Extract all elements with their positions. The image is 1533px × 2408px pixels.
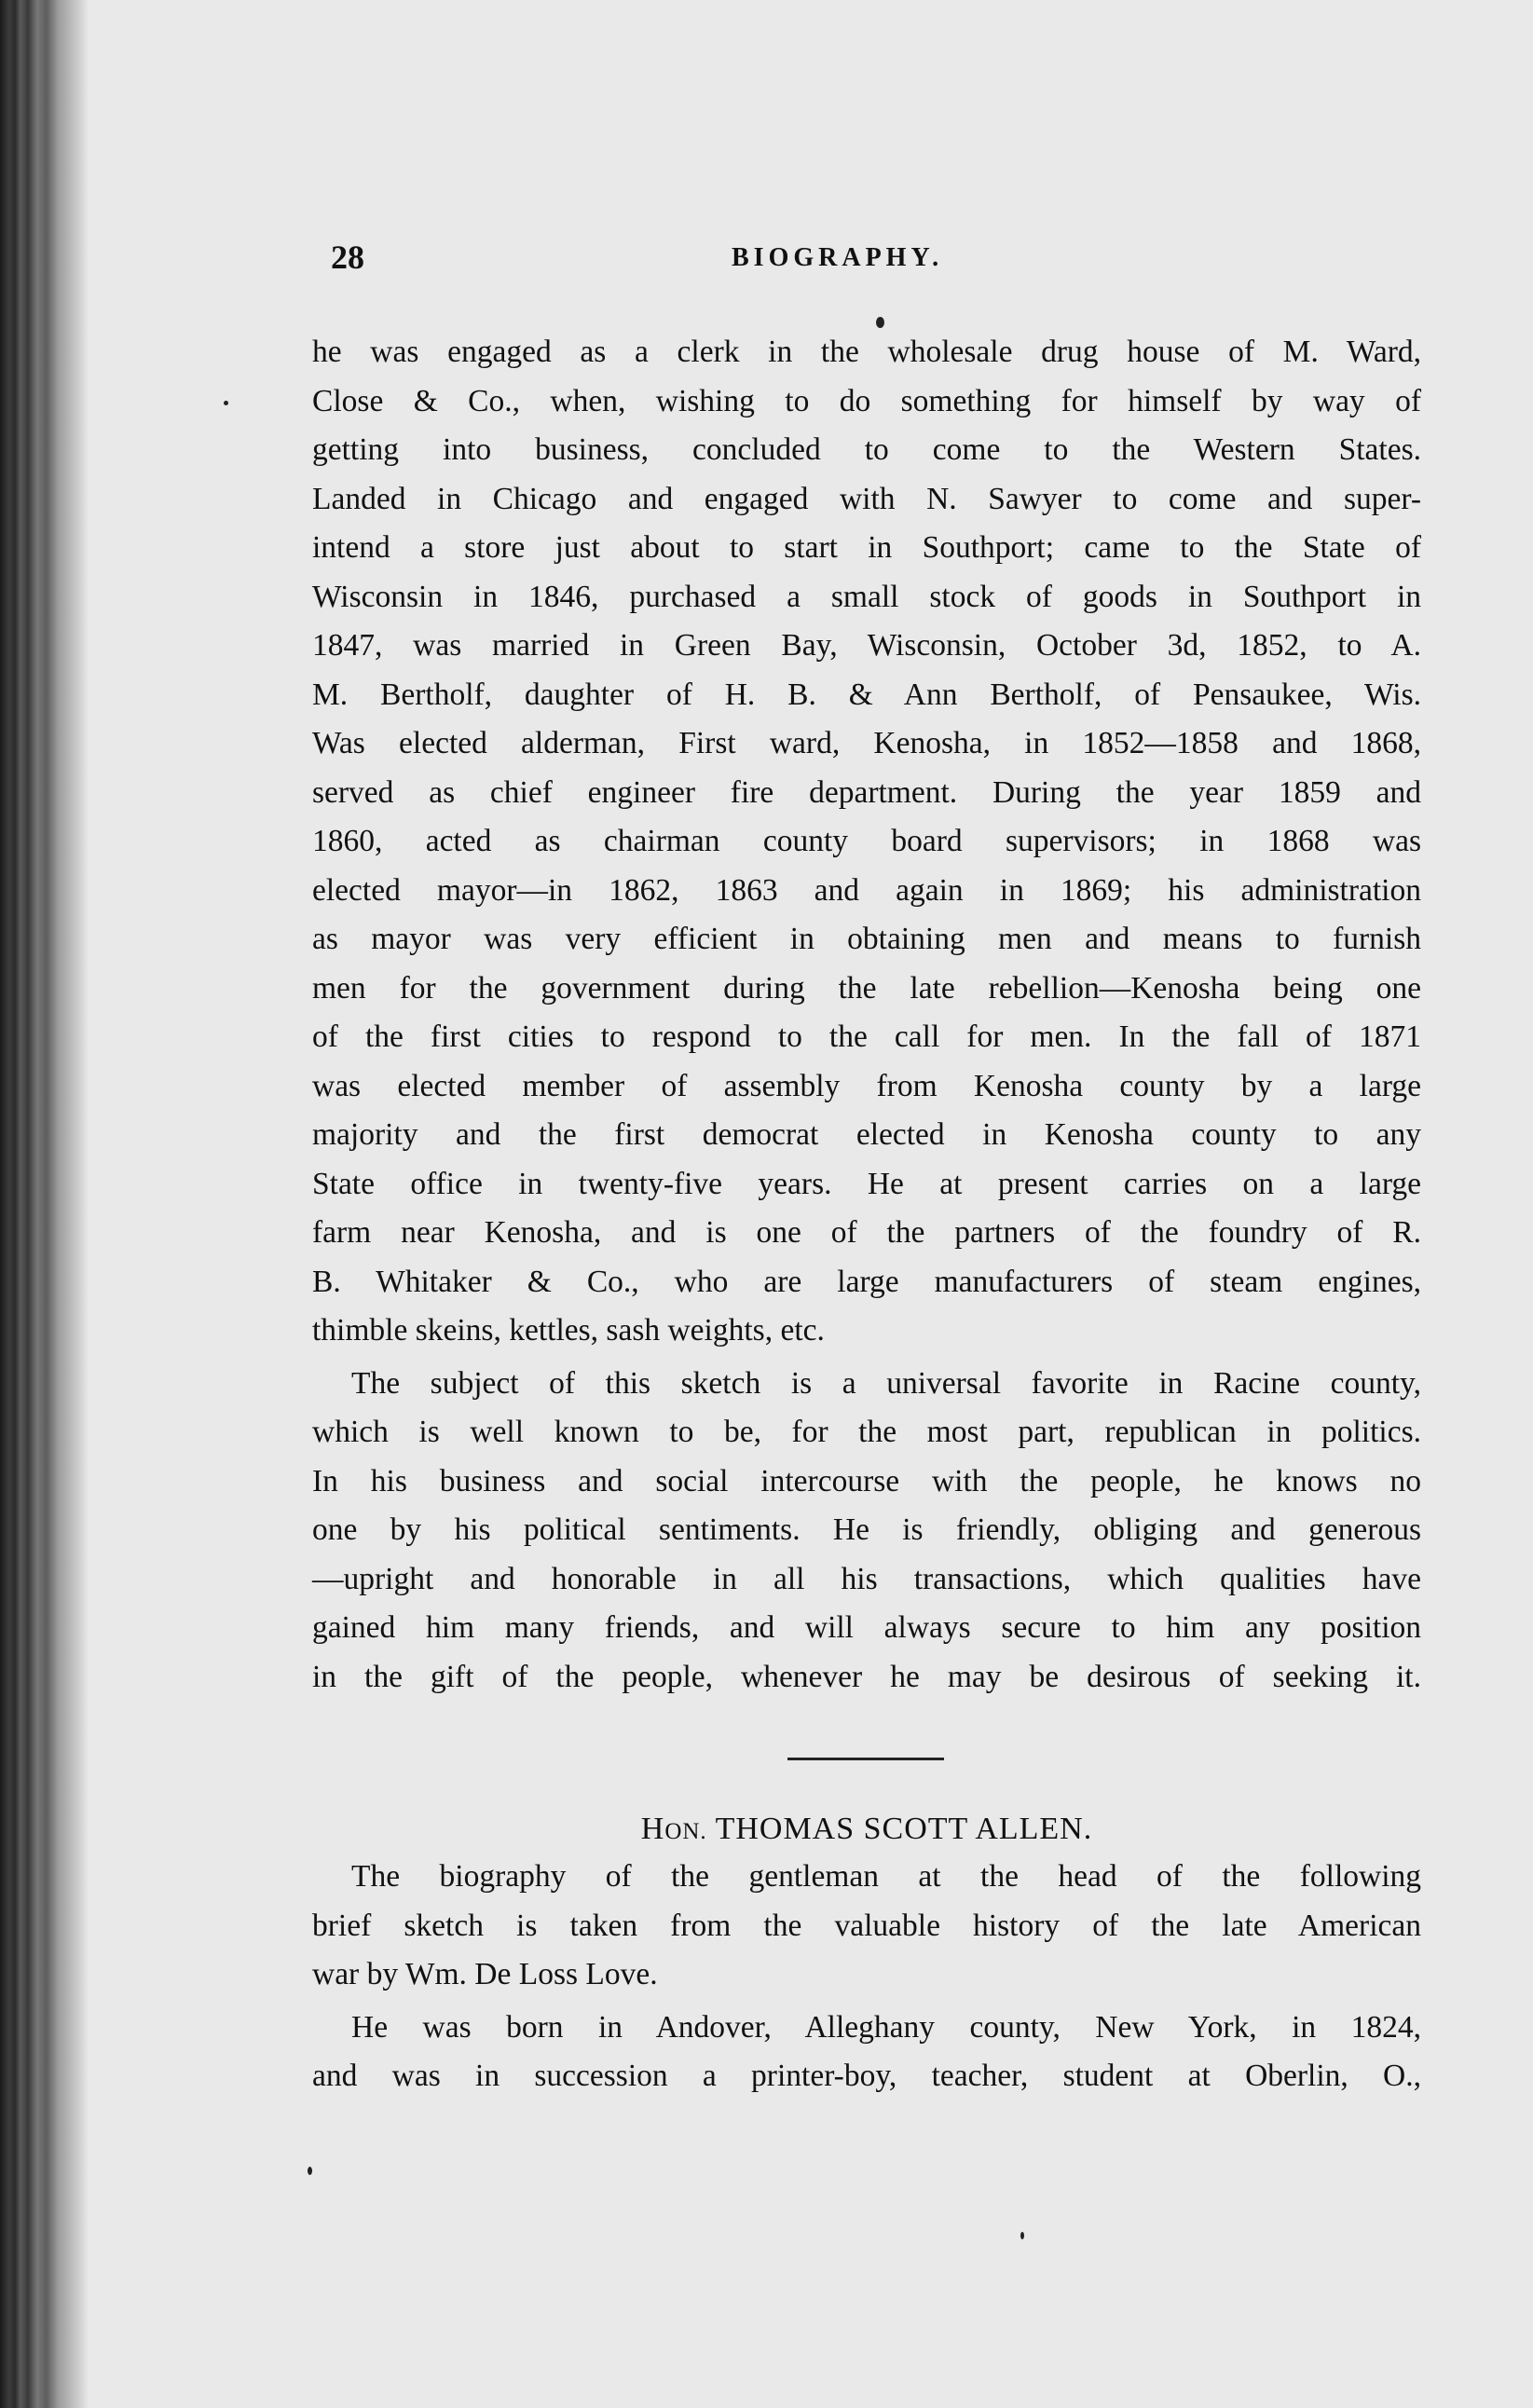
text-line: farm near Kenosha, and is one of the partners of the foundry of R.	[312, 1215, 1421, 1250]
text-line: Wisconsin in 1846, purchased a small stock of goods in Southport in	[312, 579, 1421, 614]
text-line: he was engaged as a clerk in the wholesale drug house of M. Ward,	[312, 335, 1421, 369]
text-line: was elected member of assembly from Kenosha county by a large	[312, 1068, 1421, 1103]
section-divider	[787, 1758, 944, 1760]
paragraph-1	[312, 328, 1421, 1356]
text-line: —upright and honorable in all his transactions, which qualities have	[312, 1561, 1421, 1596]
text-line: Landed in Chicago and engaged with N. Sawyer to come and super-	[312, 481, 1421, 516]
text-line: He was born in Andover, Alleghany county, New York, in 1824,	[351, 2009, 1421, 2045]
ink-speck	[308, 2167, 312, 2175]
text-line: of the first cities to respond to the call for men. In the fall of 1871	[312, 1019, 1421, 1054]
heading-honorific-initial: H	[640, 1812, 665, 1846]
text-line: majority and the first democrat elected in Kenosha county to any	[312, 1117, 1421, 1152]
text-line: 1847, was married in Green Bay, Wisconsin, October 3d, 1852, to A.	[312, 628, 1421, 663]
text-line: in the gift of the people, whenever he may be desirous of seeking it.	[312, 1659, 1421, 1694]
text-line: elected mayor—in 1862, 1863 and again in 1869; his administration	[312, 872, 1421, 908]
text-line: thimble skeins, kettles, sash weights, etc.	[312, 1313, 825, 1348]
main-text-block	[312, 328, 1421, 1702]
text-line: and was in succession a printer-boy, teacher, student at Oberlin, O.,	[312, 2059, 1421, 2093]
text-line: which is well known to be, for the most part, republican in politics.	[312, 1415, 1421, 1449]
text-line: The biography of the gentleman at the head of the following	[351, 1859, 1421, 1894]
text-line: as mayor was very efficient in obtaining men and means to furnish	[312, 922, 1421, 956]
paragraph-2	[312, 1360, 1421, 1703]
text-line: 1860, acted as chairman county board supervisors; in 1868 was	[312, 824, 1421, 858]
running-head: BIOGRAPHY.	[732, 243, 944, 272]
text-line: B. Whitaker & Co., who are large manufacturers of steam engines,	[312, 1264, 1421, 1299]
page-number: 28	[331, 239, 364, 276]
text-line: Close & Co., when, wishing to do something for himself by way of	[312, 383, 1421, 418]
text-line: State office in twenty-five years. He at present carries on a large	[312, 1166, 1421, 1201]
ink-speck	[224, 401, 228, 405]
paragraph-3	[312, 1853, 1421, 2000]
text-line: M. Bertholf, daughter of H. B. & Ann Bertholf, of Pensaukee, Wis.	[312, 677, 1421, 712]
text-line: brief sketch is taken from the valuable history of the late American	[312, 1908, 1421, 1943]
book-binding-edge	[0, 0, 89, 2408]
section-heading	[312, 1812, 1421, 1847]
ink-speck	[1020, 2232, 1024, 2239]
text-line: served as chief engineer fire department. During the year 1859 and	[312, 774, 1421, 810]
section-text-block	[312, 1853, 1421, 2101]
ink-speck	[876, 317, 884, 328]
page-header	[331, 238, 1048, 284]
text-line: In his business and social intercourse with the people, he knows no	[312, 1463, 1421, 1498]
heading-name: THOMAS SCOTT ALLEN.	[715, 1812, 1093, 1846]
paragraph-4	[312, 2004, 1421, 2101]
text-line: war by Wm. De Loss Love.	[312, 1957, 658, 1991]
heading-honorific-rest: ON.	[664, 1819, 707, 1844]
text-line: Was elected alderman, First ward, Kenosha, in 1852—1858 and 1868,	[312, 726, 1421, 760]
text-line: getting into business, concluded to come to the Western States.	[312, 432, 1421, 467]
text-line: The subject of this sketch is a universal favorite in Racine county,	[351, 1365, 1421, 1401]
text-line: intend a store just about to start in Southport; came to the State of	[312, 530, 1421, 565]
text-line: one by his political sentiments. He is friendly, obliging and generous	[312, 1512, 1421, 1547]
text-line: gained him many friends, and will always secure to him any position	[312, 1610, 1421, 1645]
text-line: men for the government during the late rebellion—Kenosha being one	[312, 970, 1421, 1006]
